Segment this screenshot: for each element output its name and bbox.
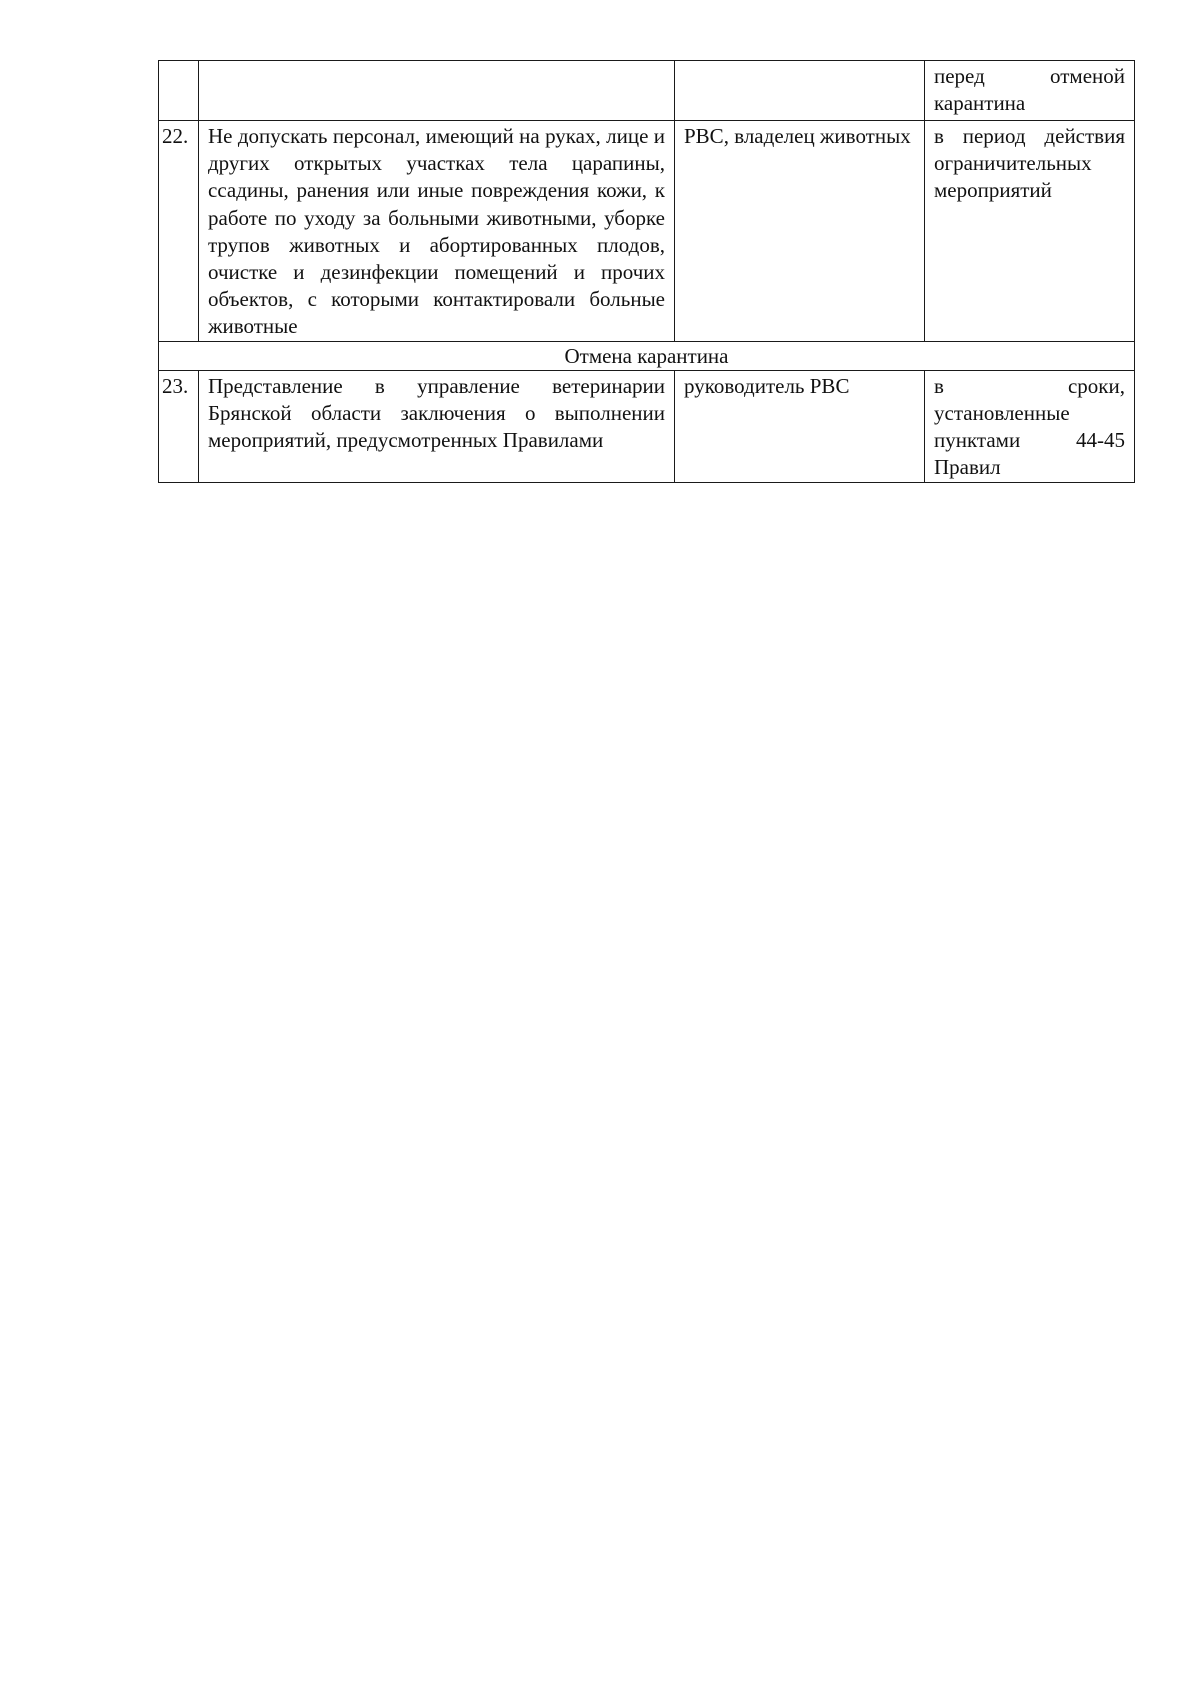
section-row — [159, 341, 1135, 370]
table-row — [159, 370, 1135, 482]
measures-table — [158, 60, 1135, 483]
row-number: 22. — [159, 121, 199, 342]
table-row — [159, 61, 1135, 121]
responsible-cell: руководитель РВС — [675, 370, 925, 482]
row-number: 23. — [159, 370, 199, 482]
deadline-cell: перед отменой карантина — [925, 61, 1135, 121]
measure-cell: Представление в управление ветеринарии Брянской области заключения о выполнении мероприятий, предусмотренных Правилами — [199, 370, 675, 482]
deadline-cell: в сроки, установленные пунктами 44-45 Правил — [925, 370, 1135, 482]
responsible-cell: РВС, владелец животных — [675, 121, 925, 342]
table-row — [159, 121, 1135, 342]
measure-cell — [199, 61, 675, 121]
deadline-cell: в период действия ограничительных мероприятий — [925, 121, 1135, 342]
measure-cell: Не допускать персонал, имеющий на руках, лице и других открытых участках тела царапины, ссадины, ранения или иные повреждения кожи, к работе по уходу за больными животными, уборке трупов животных и абортированных плодов, очистке и дезинфекции помещений и прочих объектов, с которыми контактировали больные животные — [199, 121, 675, 342]
section-title: Отмена карантина — [159, 341, 1135, 370]
responsible-cell — [675, 61, 925, 121]
row-number — [159, 61, 199, 121]
